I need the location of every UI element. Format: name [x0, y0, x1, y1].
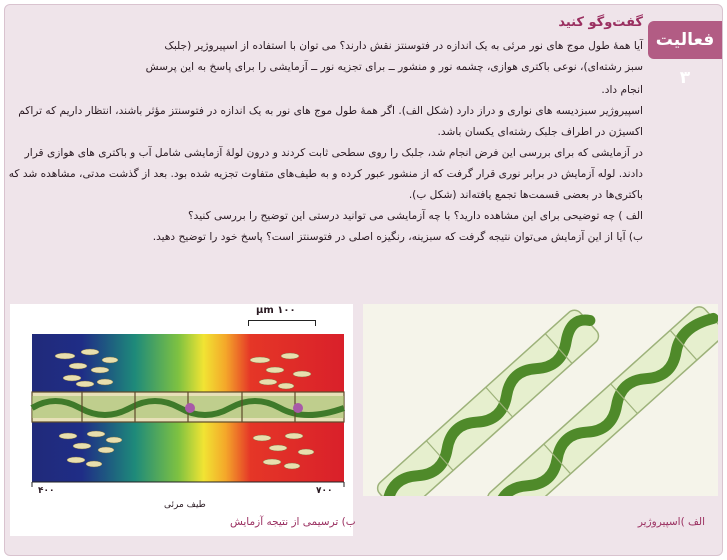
text-line: سبز رشته‌ای)، نوعی باکتری هوازی، چشمه نور و منشور ــ برای تجزیه نور ــ آزمایشی را برای پاسخ به این پرسش [145, 61, 643, 73]
algae-filament [32, 392, 344, 422]
axis-start-label: ۴۰۰ [38, 486, 55, 496]
text-line: الف ) چه توضیحی برای این مشاهده دارید؟ با چه آزمایشی می توانید درستی این توضیح را بررسی کنید؟ [188, 210, 643, 222]
axis-title: طیف مرئی [164, 500, 206, 510]
text-line: ب) آیا از این آزمایش می‌توان نتیجه گرفت که سبزینه، رنگیزه اصلی در فتوسنتز است؟ پاسخ خود را توضیح دهید. [152, 231, 643, 243]
axis-end-label: ۷۰۰ [316, 486, 333, 496]
figure-b-caption: ب) ترسیمی از نتیجه آزمایش [230, 516, 356, 528]
axis-ticks [32, 482, 344, 487]
activity-badge [648, 21, 722, 88]
text-line: آیا همهٔ طول موج های نور مرئی به یک اندازه در فتوسنتز نقش دارند؟ می توان با استفاده از اسپیروژیر (جلبک [164, 40, 643, 52]
text-line: انجام داد. [601, 84, 643, 96]
text-line: اکسیژن در اطراف جلبک رشته‌ای یکسان باشد. [437, 126, 643, 138]
activity-badge-label: فعالیت ۳ [655, 30, 715, 88]
text-line: باکتری‌ها در بعضی قسمت‌ها تجمع یافته‌اند (شکل ب). [408, 189, 643, 201]
figure-a-spirogyra [363, 304, 718, 496]
activity-title: گفت‌وگو کنید [558, 15, 643, 30]
text-line: در آزمایشی که برای بررسی این فرض انجام شد، جلبک را روی سطحی ثابت کردند و درون لولهٔ آزمایشی شامل آب و باکتری های هوازی قرار [24, 147, 643, 159]
scale-bar-label: ۱۰۰ μm [256, 305, 296, 316]
text-line: دادند. لوله آزمایش در برابر نوری قرار گرفت که از منشور عبور کرده و به طیف‌های متفاوت تجزیه شده بود. بعد از گذشت مدتی، مشاهده شد که [8, 168, 643, 180]
text-line: اسپیروژیر سبزدیسه های نواری و دراز دارد (شکل الف). اگر همهٔ طول موج های نور به یک اندازه در فتوسنتز مؤثر باشند، انتظار داریم که تراکم [18, 105, 643, 117]
spirogyra-svg [363, 304, 718, 496]
activity-content [8, 14, 643, 248]
figure-a-caption: الف )اسپیروژیر [637, 516, 705, 528]
scale-bar [248, 320, 316, 326]
